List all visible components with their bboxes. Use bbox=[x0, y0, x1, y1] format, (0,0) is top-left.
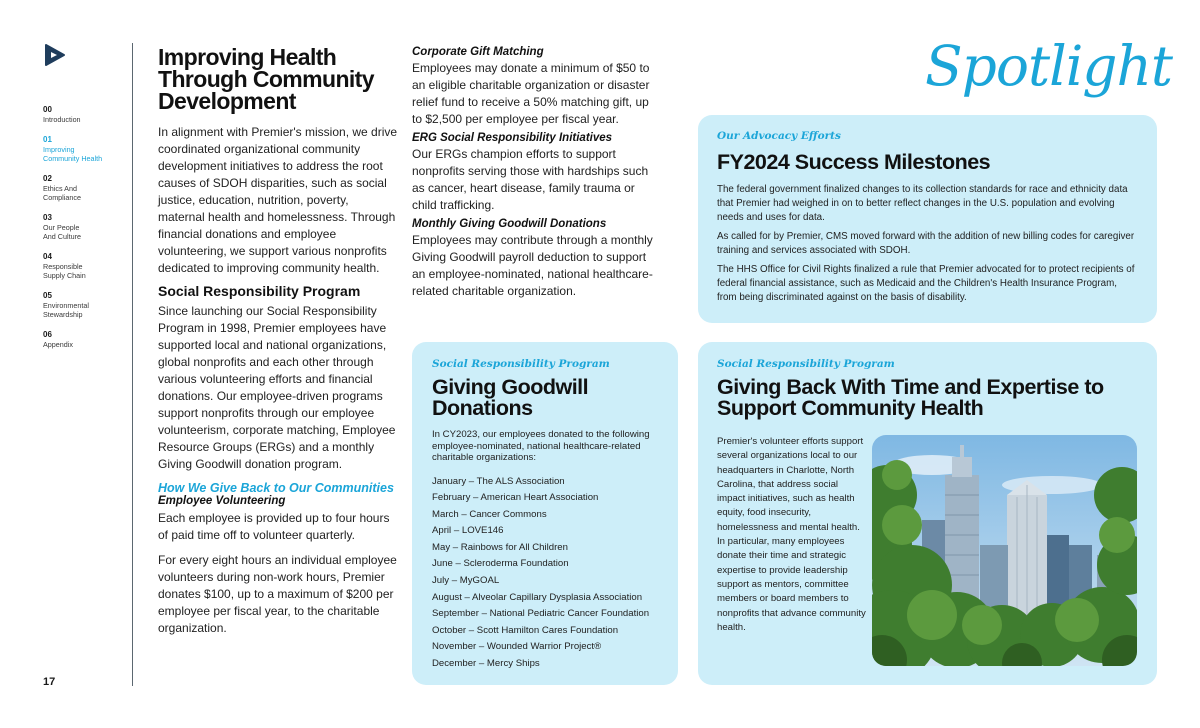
premier-logo-icon bbox=[43, 43, 67, 67]
nav-item-ethics-compliance[interactable] bbox=[43, 174, 123, 202]
nav-item-number: 00 bbox=[43, 105, 52, 114]
nav-item-label: Responsible Supply Chain bbox=[43, 262, 86, 280]
list-item: September – National Pediatric Cancer Foundation bbox=[432, 608, 650, 620]
list-item: November – Wounded Warrior Project® bbox=[432, 641, 602, 653]
page-number: 17 bbox=[43, 676, 56, 688]
erg-heading: ERG Social Responsibility Initiatives bbox=[412, 132, 613, 144]
nav-item-improving-community-health[interactable] bbox=[43, 135, 123, 163]
card-eyebrow: Our Advocacy Efforts bbox=[717, 130, 841, 142]
monthly-giving-heading: Monthly Giving Goodwill Donations bbox=[412, 218, 607, 230]
list-item: January – The ALS Association bbox=[432, 475, 565, 487]
card-title: FY2024 Success Milestones bbox=[717, 150, 991, 174]
list-item: February – American Heart Association bbox=[432, 492, 599, 504]
list-item: December – Mercy Ships bbox=[432, 658, 540, 670]
nav-item-label: Ethics And Compliance bbox=[43, 184, 81, 202]
card-eyebrow: Social Responsibility Program bbox=[717, 358, 895, 370]
list-item: May – Rainbows for All Children bbox=[432, 541, 568, 553]
spotlight-title: Spotlight bbox=[925, 34, 1173, 98]
nav-item-number: 05 bbox=[43, 291, 52, 300]
goodwill-card bbox=[412, 342, 678, 685]
nav-item-label: Appendix bbox=[43, 340, 73, 349]
list-item: August – Alveolar Capillary Dysplasia Association bbox=[432, 591, 643, 603]
giving-back-paragraph: Premier's volunteer efforts support several organizations local to our headquarters in Charlotte, North Carolina, that address social impact initiatives, such as health equity, food insecurity, homelessness and mental health. In particular, many employees donate their time and strategic expertise to provide leadership support as mentors, committee members or board members to nonprofits that advance community health. bbox=[717, 436, 866, 633]
milestone-3: The HHS Office for Civil Rights finalized a rule that Premier advocated for to protect recipients of federal financial assistance, such as Medicaid and the Children's Health Insurance Program, from being discriminated against on the basis of disability. bbox=[717, 264, 1135, 303]
advocacy-card bbox=[698, 115, 1157, 323]
nav-item-label: Our People And Culture bbox=[43, 223, 81, 241]
charlotte-skyline-photo bbox=[872, 435, 1137, 666]
main-column bbox=[158, 46, 398, 637]
nav-item-supply-chain[interactable] bbox=[43, 252, 123, 280]
gift-matching-heading: Corporate Gift Matching bbox=[412, 46, 544, 58]
nav-item-number: 03 bbox=[43, 213, 52, 222]
erg-paragraph: Our ERGs champion efforts to support nonprofits serving those with hardships such as cancer, heart disease, family trauma or child trafficking. bbox=[412, 147, 649, 212]
nav-item-introduction[interactable] bbox=[43, 105, 123, 124]
milestone-1: The federal government finalized changes to its collection standards for race and ethnicity data that Premier had weighed in on to better reflect changes in the U.S. population and evolving needs and uses for data. bbox=[717, 184, 1128, 223]
volunteer-paragraph-2: For every eight hours an individual employee volunteers during non-work hours, Premier donates $100, up to a maximum of $200 per employee per fiscal year, to the charitable organization. bbox=[158, 553, 397, 635]
intro-paragraph: In alignment with Premier's mission, we drive coordinated organizational community development initiatives to address the root causes of SDOH disparities, such as social justice, education, nutrition, poverty, maternal health and homelessness. Through financial donations and employee volunteering, we support various nonprofits dedicated to improving community health. bbox=[158, 125, 398, 275]
srp-paragraph: Since launching our Social Responsibility Program in 1998, Premier employees have supported local and national organizations, global nonprofits and each other through various volunteering efforts and financial donations. Our employee-driven programs support nonprofits through our employee volunteerism, corporate matching, Employee Resource Groups (ERGs) and a monthly Giving Goodwill donation program. bbox=[158, 304, 396, 471]
nav-item-people-culture[interactable] bbox=[43, 213, 123, 241]
srp-heading: Social Responsibility Program bbox=[158, 283, 361, 299]
volunteer-heading: Employee Volunteering bbox=[158, 495, 286, 507]
nav-item-label: Environmental Stewardship bbox=[43, 301, 89, 319]
list-item: July – MyGOAL bbox=[432, 575, 500, 587]
section-nav bbox=[43, 105, 123, 360]
gift-matching-paragraph: Employees may donate a minimum of $50 to an eligible charitable organization or disaster relief fund to receive a 50% matching gift, up to $2,500 per employee per fiscal year. bbox=[412, 61, 650, 126]
secondary-column bbox=[412, 46, 662, 304]
nav-item-number: 01 bbox=[43, 135, 52, 144]
nav-item-number: 02 bbox=[43, 174, 52, 183]
goodwill-intro: In CY2023, our employees donated to the following employee-nominated, national healthcare-related charitable organizations: bbox=[432, 429, 650, 463]
list-item: March – Cancer Commons bbox=[432, 508, 547, 520]
list-item: October – Scott Hamilton Cares Foundation bbox=[432, 624, 619, 636]
divider bbox=[132, 43, 133, 686]
page-title: Improving Health Through Community Development bbox=[158, 44, 374, 114]
list-item: June – Scleroderma Foundation bbox=[432, 558, 569, 570]
list-item: April – LOVE146 bbox=[432, 525, 504, 537]
milestone-2: As called for by Premier, CMS moved forward with the addition of new billing codes for caregiver training and services associated with SDOH. bbox=[717, 231, 1135, 256]
nav-item-environmental[interactable] bbox=[43, 291, 123, 319]
donations-list bbox=[432, 474, 658, 673]
card-eyebrow: Social Responsibility Program bbox=[432, 358, 610, 370]
nav-item-label: Improving Community Health bbox=[43, 145, 103, 163]
nav-item-label: Introduction bbox=[43, 115, 81, 124]
nav-item-number: 04 bbox=[43, 252, 52, 261]
monthly-giving-paragraph: Employees may contribute through a monthly Giving Goodwill payroll deduction to support an employee-nominated, national healthcare-related charitable organization. bbox=[412, 233, 653, 298]
card-title: Giving Back With Time and Expertise to Support Community Health bbox=[717, 375, 1104, 420]
volunteer-paragraph-1: Each employee is provided up to four hours of paid time off to volunteer quarterly. bbox=[158, 511, 390, 542]
nav-item-appendix[interactable] bbox=[43, 330, 123, 349]
nav-item-number: 06 bbox=[43, 330, 52, 339]
card-title: Giving Goodwill Donations bbox=[432, 375, 589, 420]
give-back-heading: How We Give Back to Our Communities bbox=[158, 481, 394, 495]
